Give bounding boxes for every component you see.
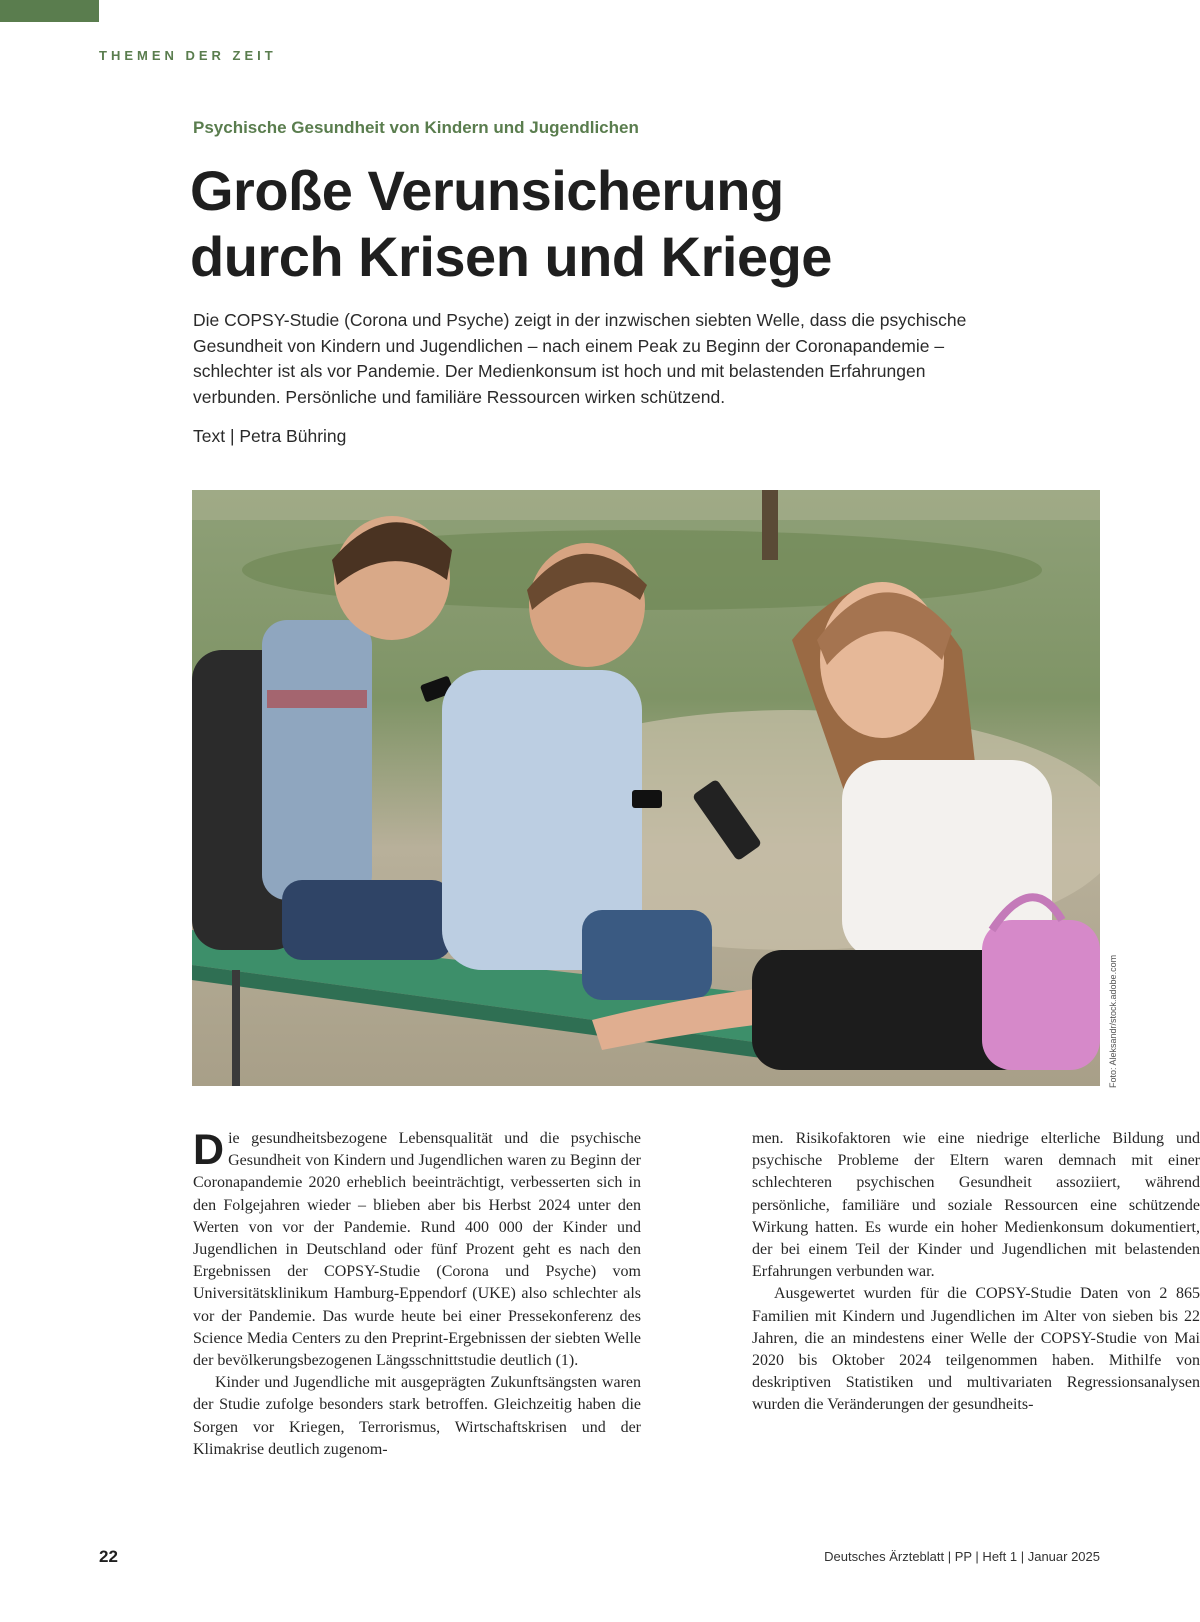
article-headline — [190, 158, 1110, 290]
section-label: THEMEN DER ZEIT — [99, 48, 277, 63]
photo-children-with-smartphones — [192, 490, 1100, 1086]
footer-publication-info: Deutsches Ärzteblatt | PP | Heft 1 | Januar 2025 — [824, 1549, 1100, 1564]
body-paragraph-1 — [193, 1128, 641, 1372]
body-column-left — [193, 1128, 641, 1461]
photo-credit: Foto: Aleksandr/stock.adobe.com — [1108, 954, 1118, 1088]
body-column-right — [752, 1128, 1200, 1417]
body-paragraph-2: Kinder und Jugendliche mit ausgeprägten Zukunftsängsten waren der Studie zufolge besonders stark betroffen. Gleichzeitig haben die Sorgen vor Kriegen, Terrorismus, Wirtschaftskrisen und der Klimakrise deutlich zugenom- — [193, 1374, 641, 1458]
article-lead: Die COPSY-Studie (Corona und Psyche) zeigt in der inzwischen siebten Welle, dass die psychische Gesundheit von Kindern und Jugendlichen – nach einem Peak zu Beginn der Coronapandemie – schlechter ist als vor Pandemie. Der Medienkonsum ist hoch und mit belastenden Erfahrungen verbunden. Persönliche und familiäre Ressourcen wirken schützend. — [193, 310, 967, 407]
article-byline: Text | Petra Bühring — [193, 426, 347, 446]
drop-cap: D — [193, 1126, 225, 1174]
headline-line-2: durch Krisen und Kriege — [190, 225, 832, 288]
article-photo — [192, 490, 1100, 1086]
headline-line-1: Große Verunsicherung — [190, 159, 784, 222]
body-paragraph-3: Ausgewertet wurden für die COPSY-Studie Daten von 2 865 Familien mit Kindern und Jugendlichen im Alter von sieben bis 22 Jahren, die an mindestens einer Welle der COPSY-Studie von Mai 2020 bis Oktober 2024 teilgenommen haben. Mithilfe von deskriptiven Statistiken und multivariaten Regressionsanalysen wurden die Veränderungen der gesundheits- — [752, 1285, 1200, 1414]
page-number: 22 — [99, 1547, 118, 1566]
body-paragraph-2-continued: men. Risikofaktoren wie eine niedrige elterliche Bildung und psychische Probleme der Eltern waren demnach mit einer schlechteren psychischen Gesundheit assoziiert, während persönliche, familiäre und soziale Ressourcen eine schützende Wirkung hatten. Es wurde ein hoher Medienkonsum dokumentiert, der bei einem Teil der Kinder und Jugendlichen mit belastenden Erfahrungen verbunden war. — [752, 1130, 1200, 1281]
body-paragraph-1-text: ie gesundheitsbezogene Lebensqualität und die psychische Gesundheit von Kindern und Jugendlichen waren zu Beginn der Coronapandemie 2020 erheblich beeinträchtigt, verbesserten sich in den Folgejahren wieder – blieben aber bis Herbst 2024 unter den Werten von vor der Pandemie. Rund 400 000 der Kinder und Jugendlichen in Deutschland oder fünf Prozent geht es nach den Ergebnissen der COPSY-Studie (Corona und Psyche) vom Universitätsklinikum Hamburg-Eppendorf (UKE) also schlechter als vor der Pandemie. Das wurde heute bei einer Pressekonferenz des Science Media Centers zu den Preprint-Ergebnissen der siebten Welle der bevölkerungsbezogenen Längsschnittstudie deutlich (1). — [193, 1130, 641, 1370]
article-kicker: Psychische Gesundheit von Kindern und Jugendlichen — [193, 118, 639, 137]
corner-color-bar — [0, 0, 99, 22]
